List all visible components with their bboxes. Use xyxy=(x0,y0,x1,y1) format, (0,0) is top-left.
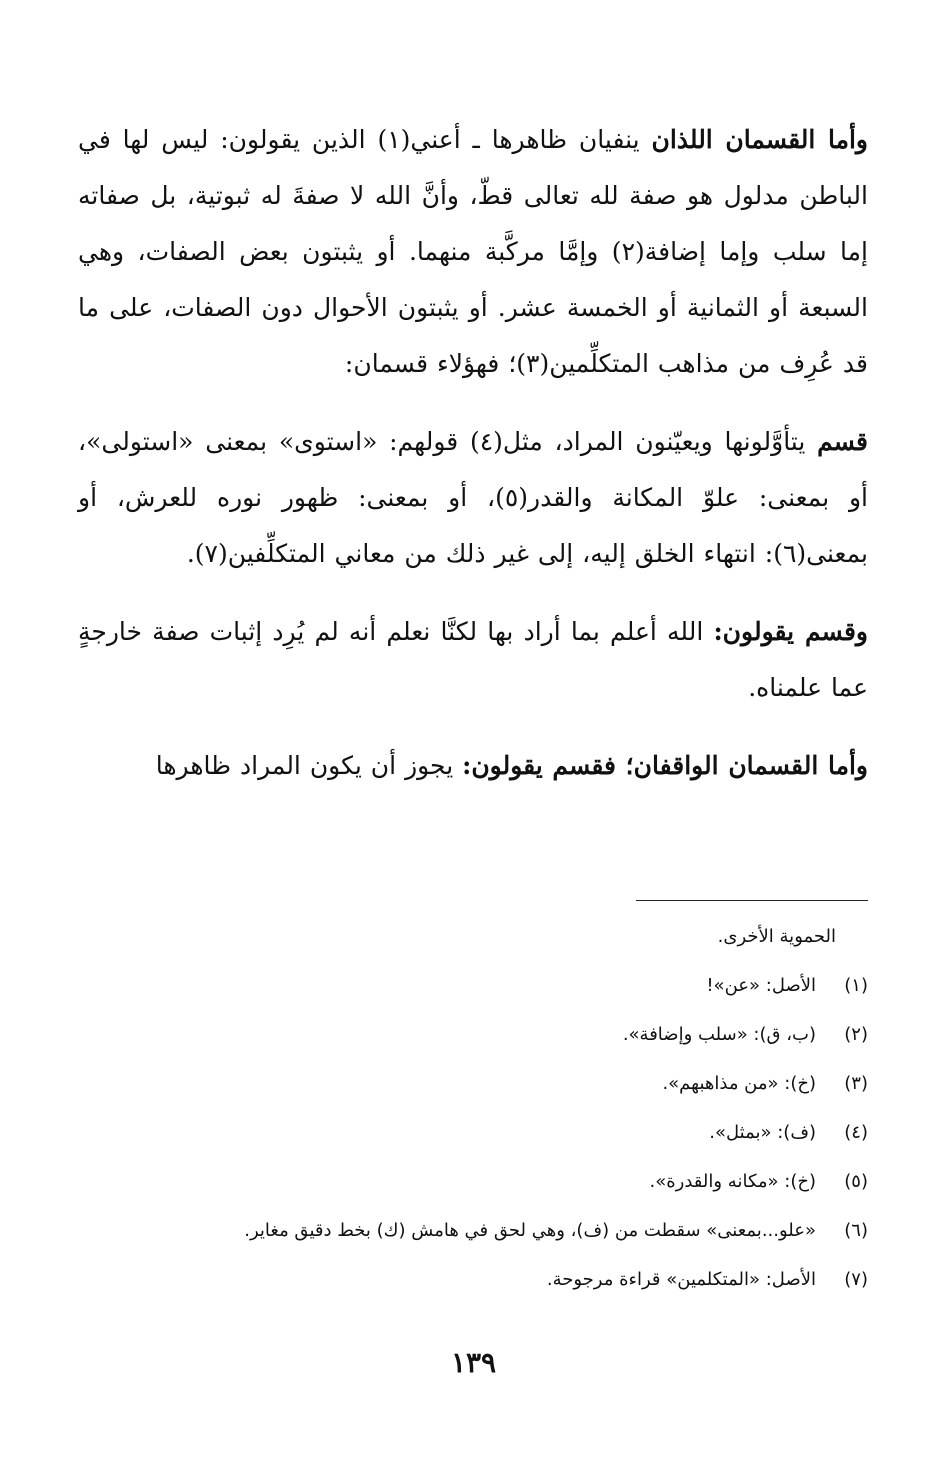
footnote-text: (ف): «بمثل». xyxy=(709,1122,816,1143)
footnote-number: (٣) xyxy=(844,1073,868,1094)
footnote-item xyxy=(78,1059,868,1108)
footnote-list xyxy=(78,961,868,1304)
main-text-block xyxy=(78,112,868,816)
body-paragraph-2 xyxy=(78,414,868,582)
paragraph-text: الله أعلم بما أراد بها لكنَّا نعلم أنه لم يُرِد إثبات صفة خارجةٍ عما علمناه. xyxy=(78,617,868,702)
paragraph-lead: وأما القسمان اللذان xyxy=(651,125,868,154)
footnote-separator xyxy=(636,900,868,901)
footnote-number: (١) xyxy=(844,975,868,996)
footnote-item xyxy=(78,1108,868,1157)
body-paragraph-1 xyxy=(78,112,868,392)
footnote-text: الأصل: «عن»! xyxy=(706,975,816,996)
paragraph-lead: قسم xyxy=(817,427,868,456)
page-number: ١٣٩ xyxy=(450,1346,497,1379)
footnote-number: (٢) xyxy=(844,1024,868,1045)
footnote-item xyxy=(78,1157,868,1206)
paragraph-text: يجوز أن يكون المراد ظاهرها xyxy=(155,751,463,780)
paragraph-text: يتأوَّلونها ويعيّنون المراد، مثل(٤) قولهم: «استوى» بمعنى «استولى»، أو بمعنى: علوّ المكانة والقدر(٥)، أو بمعنى: ظهور نوره للعرش، أو بمعنى(٦): انتهاء الخلق إليه، إلى غير ذلك من معاني المتكلِّفين(٧). xyxy=(78,427,868,568)
footnote-number: (٧) xyxy=(844,1269,868,1290)
footnote-text: (خ): «مكانه والقدرة». xyxy=(649,1171,816,1192)
footnote-number: (٤) xyxy=(844,1122,868,1143)
footnote-item xyxy=(78,961,868,1010)
footnotes-section xyxy=(78,912,868,1304)
paragraph-lead: وأما القسمان الواقفان؛ فقسم يقولون: xyxy=(462,751,868,780)
footnote-text: (خ): «من مذاهبهم». xyxy=(662,1073,816,1094)
footnote-text: الأصل: «المتكلمين» قراءة مرجوحة. xyxy=(546,1269,816,1290)
footnote-item xyxy=(78,1206,868,1255)
footnote-text: (ب، ق): «سلب وإضافة». xyxy=(622,1024,816,1045)
footnote-number: (٥) xyxy=(844,1171,868,1192)
body-paragraph-3 xyxy=(78,604,868,716)
paragraph-lead: وقسم يقولون: xyxy=(713,617,868,646)
footnote-text: «علو...بمعنى» سقطت من (ف)، وهي لحق في هامش (ك) بخط دقيق مغاير. xyxy=(244,1220,816,1241)
footnote-continuation: الحموية الأخرى. xyxy=(717,926,836,947)
footnote-item xyxy=(78,1010,868,1059)
body-paragraph-4 xyxy=(78,738,868,794)
footnote-item xyxy=(78,1255,868,1304)
footnote-number: (٦) xyxy=(844,1220,868,1241)
paragraph-text: ينفيان ظاهرها ـ أعني(١) الذين يقولون: ليس لها في الباطن مدلول هو صفة لله تعالى قطّ، وأنَّ الله لا صفةَ له ثبوتية، بل صفاته إما سلب وإما إضافة(٢) وإمَّا مركَّبة منهما. أو يثبتون بعض الصفات، وهي السبعة أو الثمانية أو الخمسة عشر. أو يثبتون الأحوال دون الصفات، على ما قد عُرِف من مذاهب المتكلِّمين(٣)؛ فهؤلاء قسمان: xyxy=(78,125,868,378)
